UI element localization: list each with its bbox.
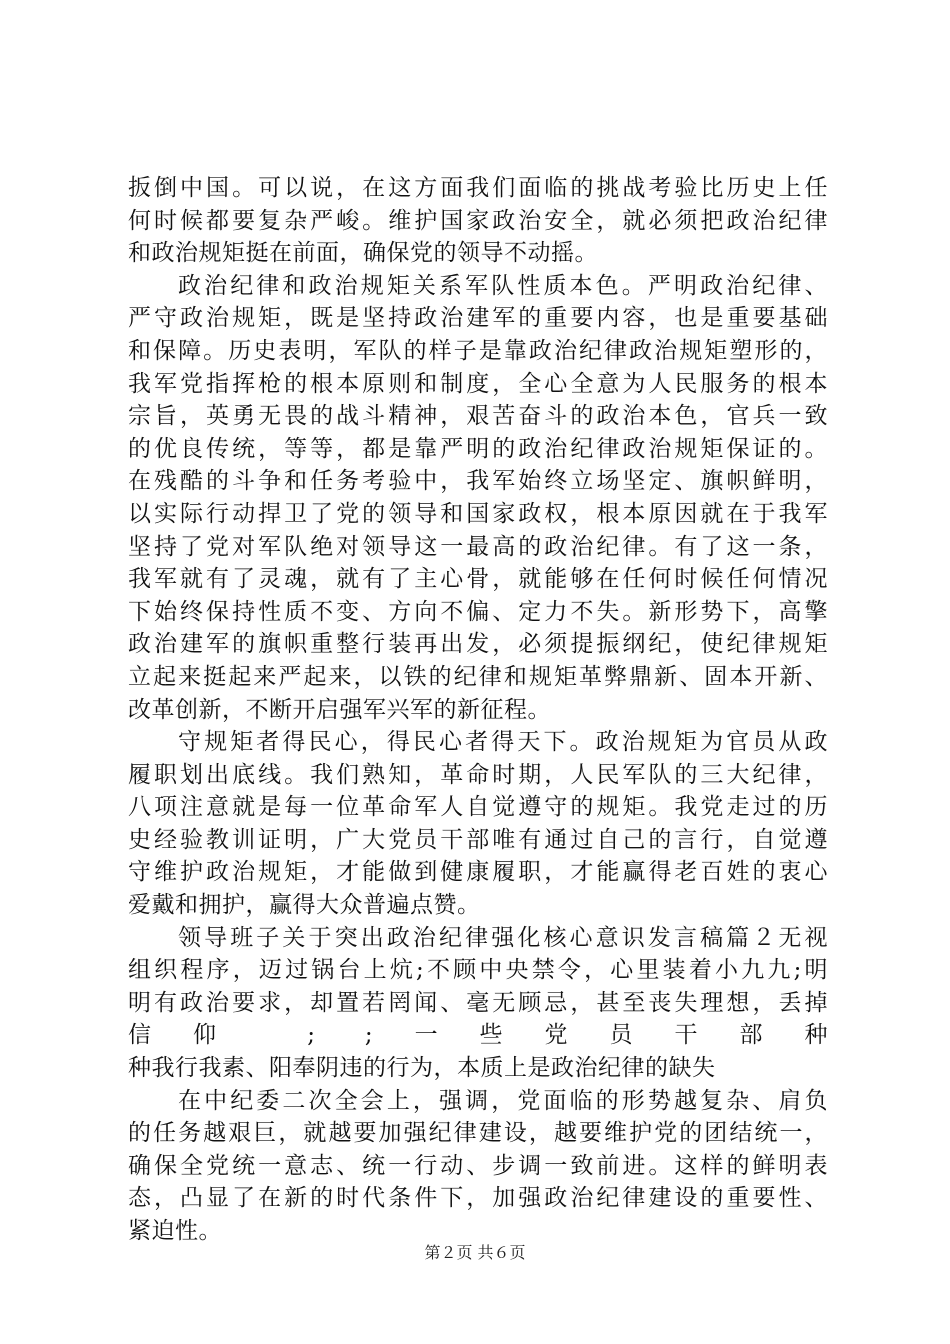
text-line: 明有政治要求，却置若罔闻、毫无顾忌，甚至丧失理想，丢掉: [128, 989, 828, 1016]
document-body: [128, 172, 828, 1248]
text-line: 我军党指挥枪的根本原则和制度，全心全意为人民服务的根本: [128, 370, 828, 397]
text-line: 的优良传统，等等，都是靠严明的政治纪律政治规矩保证的。: [128, 435, 828, 462]
text-line: 宗旨，英勇无畏的战斗精神，艰苦奋斗的政治本色，官兵一致: [128, 403, 828, 430]
text-line: 政治纪律和政治规矩关系军队性质本色。严明政治纪律、: [178, 272, 828, 299]
text-line: 下始终保持性质不变、方向不偏、定力不失。新形势下，高擎: [128, 598, 828, 625]
text-line: 和政治规矩挺在前面，确保党的领导不动摇。: [128, 240, 598, 267]
text-line: 扳倒中国。可以说，在这方面我们面临的挑战考验比历史上任: [128, 175, 828, 201]
text-line: 种我行我素、阳奉阴违的行为，本质上是政治纪律的缺失: [128, 1055, 716, 1082]
text-line: 严守政治规矩，既是坚持政治建军的重要内容，也是重要基础: [128, 305, 828, 332]
text-line: 在中纪委二次全会上，强调，党面临的形势越复杂、肩负: [178, 1087, 828, 1114]
text-line: 八项注意就是每一位革命军人自觉遵守的规矩。我党走过的历: [128, 794, 828, 821]
text-line: 履职划出底线。我们熟知，革命时期，人民军队的三大纪律，: [128, 761, 828, 788]
text-line: 紧迫性。: [128, 1218, 222, 1244]
text-line: 守规矩者得民心，得民心者得天下。政治规矩为官员从政: [178, 729, 828, 756]
text-line: 史经验教训证明，广大党员干部唯有通过自己的言行，自觉遵: [128, 826, 828, 853]
text-line: 政治建军的旗帜重整行装再出发，必须提振纲纪，使纪律规矩: [128, 631, 828, 658]
text-line: 态，凸显了在新的时代条件下，加强政治纪律建设的重要性、: [128, 1185, 828, 1212]
text-line: 立起来挺起来严起来，以铁的纪律和规矩革弊鼎新、固本开新、: [128, 663, 828, 690]
text-line: 我军就有了灵魂，就有了主心骨，就能够在任何时候任何情况: [128, 566, 828, 593]
text-line: 何时候都要复杂严峻。维护国家政治安全，就必须把政治纪律: [128, 207, 828, 234]
text-line: 的任务越艰巨，就越要加强纪律建设，越要维护党的团结统一，: [128, 1120, 828, 1147]
text-line: 以实际行动捍卫了党的领导和国家政权，根本原因就在于我军: [128, 500, 828, 527]
text-line: 和保障。历史表明，军队的样子是靠政治纪律政治规矩塑形的，: [128, 337, 828, 364]
text-line: 改革创新，不断开启强军兴军的新征程。: [128, 696, 551, 723]
text-line: 守维护政治规矩，才能做到健康履职，才能赢得老百姓的衷心: [128, 859, 828, 886]
text-line: 爱戴和拥护，赢得大众普遍点赞。: [128, 892, 481, 919]
text-line: 组织程序，迈过锅台上炕;不顾中央禁令，心里装着小九九;明: [128, 957, 828, 984]
text-line: 在残酷的斗争和任务考验中，我军始终立场坚定、旗帜鲜明，: [128, 468, 828, 495]
text-line: 领导班子关于突出政治纪律强化核心意识发言稿篇２无视: [178, 924, 828, 951]
page-number-footer: 第２页 共６页: [424, 1243, 526, 1262]
text-line: 信仰 ; ;一些党员干部种: [128, 1022, 828, 1049]
text-line: 坚持了党对军队绝对领导这一最高的政治纪律。有了这一条，: [128, 533, 828, 560]
text-line: 确保全党统一意志、统一行动、步调一致前进。这样的鲜明表: [128, 1152, 828, 1179]
